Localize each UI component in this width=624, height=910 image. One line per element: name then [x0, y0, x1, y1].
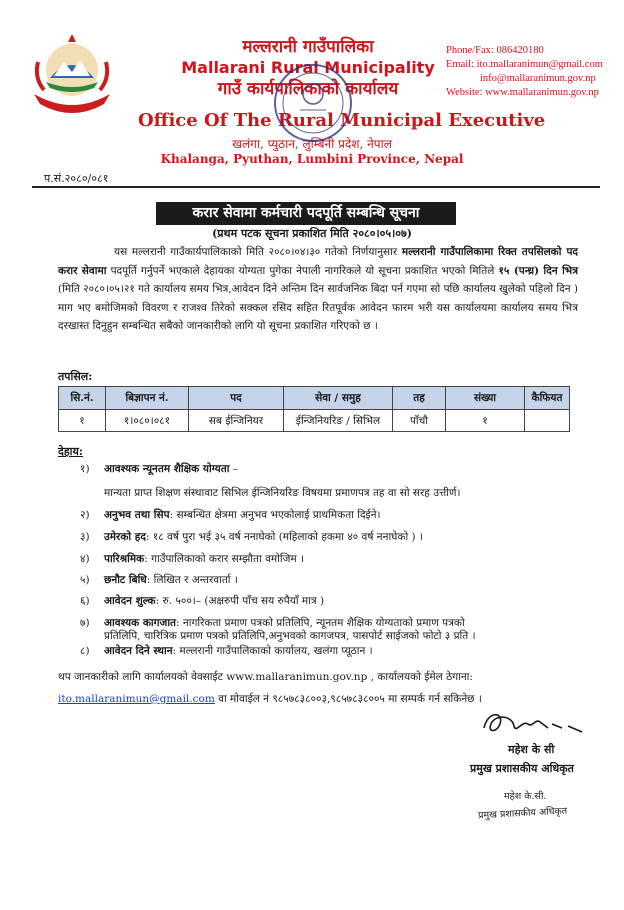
col-header-remarks: कैफियत — [525, 387, 570, 410]
body-bold-2: १५ (पन्ध्र) दिन भित्र — [498, 264, 578, 277]
contact-phone: Phone/Fax: 086420180 — [446, 45, 544, 56]
cell-remarks — [525, 410, 570, 432]
contact-email-secondary[interactable]: info@mallaranimun.gov.np — [480, 73, 596, 84]
list-item: ४) पारिश्रमिक: गाउँपालिकाको करार सम्झौता वमोजिम । — [80, 553, 305, 565]
conditions-heading: देहाय: — [58, 445, 83, 458]
list-item: प्रतिलिपि, चारित्रिक प्रमाण पत्रको प्रतिलिपि,अनुभवको कागजपत्र, पासपोर्ट साईजको फोटो ३ प्रति । — [104, 630, 476, 642]
vacancy-table — [58, 386, 570, 432]
list-item: ७) आवश्यक कागजात: नागरिकता प्रमाण पत्रको प्रतिलिपि, न्यूनतम शैक्षिक योग्यताको प्रमाण पत्रको — [80, 617, 465, 629]
table-header-row — [59, 387, 570, 410]
footer-line-1: थप जानकारीको लागि कार्यालयको वेवसाईट www.mallaranimun.gov.np , कार्यालयको ईमेल ठेगाना: — [58, 671, 473, 683]
cell-level: पाँचौ — [393, 410, 446, 432]
signatory-title: प्रमुख प्रशासकीय अधिकृत — [470, 762, 574, 775]
body-bold-1: मल्लरानी गाउँपालिकामा रिक्त तपसिलको पद करार सेवामा — [58, 246, 578, 277]
notice-title: करार सेवामा कर्मचारी पदपूर्ति सम्बन्धि सूचना — [156, 202, 456, 225]
stamp-title: प्रमुख प्रशासकीय अधिकृत — [477, 805, 568, 822]
col-header-level: तह — [393, 387, 446, 410]
cell-ad-no: १।०८०।०८१ — [106, 410, 189, 432]
list-item: ३) उमेरको हद: १८ वर्ष पुरा भई ३५ वर्ष ननाघेको (महिलाको हकमा ४० वर्ष ननाघेको ) । — [80, 531, 423, 543]
footer-line-2: वा मोवाईल नं ९८५७८३८००३,९८५७८३८००५ मा सम्पर्क गर्न सकिनेछ । — [214, 693, 482, 705]
contact-block — [446, 44, 603, 100]
address-nepali: खलंगा, प्युठान, लुम्बिनी प्रदेश, नेपाल — [232, 137, 392, 151]
cell-sn: १ — [59, 410, 106, 432]
footer-contact-info — [58, 666, 578, 710]
col-header-sn: सि.नं. — [59, 387, 106, 410]
body-text-2: पदपूर्ति गर्नुपर्ने भएकाले देहायका योग्यता पुगेका नेपाली नागरिकले यो सूचना प्रकाशित भएको मितिले — [106, 264, 499, 277]
table-row — [59, 410, 570, 432]
body-text-1: यस मल्लरानी गाउँकार्यपालिकाको मिति २०८०।०४।३० गतेको निर्णयानुसार — [114, 246, 402, 258]
header-divider — [32, 186, 600, 188]
col-header-ad-no: बिज्ञापन नं. — [106, 387, 189, 410]
table-label: तपसिल: — [58, 370, 93, 383]
signature-icon — [478, 706, 588, 742]
cell-service: ईन्जिनियरिङ / सिभिल — [284, 410, 393, 432]
notice-subtitle: (प्रथम पटक सूचना प्रकाशित मिति २०८०।०५।०७) — [212, 227, 412, 240]
notice-body — [58, 243, 578, 336]
list-item: ५) छनौट बिधि: लिखित र अन्तरवार्ता । — [80, 574, 238, 586]
list-item: १) आवश्यक न्यूनतम शैक्षिक योग्यता – — [80, 463, 239, 475]
list-item: ८) आवेदन दिने स्थान: मल्लरानी गाउँपालिकाको कार्यालय, खलंगा प्यूठान । — [80, 645, 373, 657]
office-name-nepali: गाउँ कार्यपालिकाको कार्यालय — [217, 79, 399, 99]
list-item: मान्यता प्राप्त शिक्षण संस्थावाट सिभिल ईन्जिनियरिङ विषयमा प्रमाणपत्र तह वा सो सरह उत्तीर्ण। — [104, 487, 461, 499]
reference-number: प.सं.२०८०/०८१ — [44, 172, 109, 185]
office-name-english: Office Of The Rural Municipal Executive — [138, 110, 546, 131]
signatory-name: महेश के सी — [508, 743, 555, 756]
contact-email[interactable]: Email: ito.mallaranimun@gmail.com — [446, 59, 603, 70]
stamp-name: महेश के.सी. — [504, 791, 547, 802]
col-header-service: सेवा / समुह — [284, 387, 393, 410]
org-name-english: Mallarani Rural Municipality — [181, 58, 435, 77]
contact-website[interactable]: Website: www.mallaranimun.gov.np — [446, 87, 599, 98]
org-name-nepali: मल्लरानी गाउँपालिका — [242, 37, 374, 57]
cell-post: सब ईन्जिनियर — [189, 410, 284, 432]
col-header-count: संख्या — [446, 387, 525, 410]
nepal-emblem-icon — [24, 32, 120, 116]
body-text-3: (मिति २०८०।०५।२१ गते कार्यालय समय भित्र,आवेदन दिने अन्तिम दिन सार्वजनिक बिदा पर्न गएमा सो पछि कार्यालय खुलेको पहिलो दिन ) माग भए बमोजिमको विवरण र राजश्व तिरेको सक्कल रसिद सहित रितपूर्वक आवेदन फारम भरी यस कार्यालयमा कार्यालय समय भित्र दरखास्त दिनुहुन सम्बन्धित सबैको जानकारीको लागि यो सूचना प्रकाशित गरिएको छ । — [58, 283, 578, 332]
address-english: Khalanga, Pyuthan, Lumbini Province, Nepal — [160, 152, 464, 166]
office-seal-icon — [270, 60, 356, 146]
footer-email-link[interactable]: ito.mallaranimun@gmail.com — [58, 693, 215, 705]
cell-count: १ — [446, 410, 525, 432]
list-item: ६) आवेदन शुल्क: रु. ५००।– (अक्षरुपी पाँच सय रुपैयाँ मात्र ) — [80, 595, 325, 607]
col-header-post: पद — [189, 387, 284, 410]
list-item: २) अनुभव तथा सिप: सम्बन्धित क्षेत्रमा अनुभव भएकोलाई प्राथमिकता दिईने। — [80, 509, 381, 521]
